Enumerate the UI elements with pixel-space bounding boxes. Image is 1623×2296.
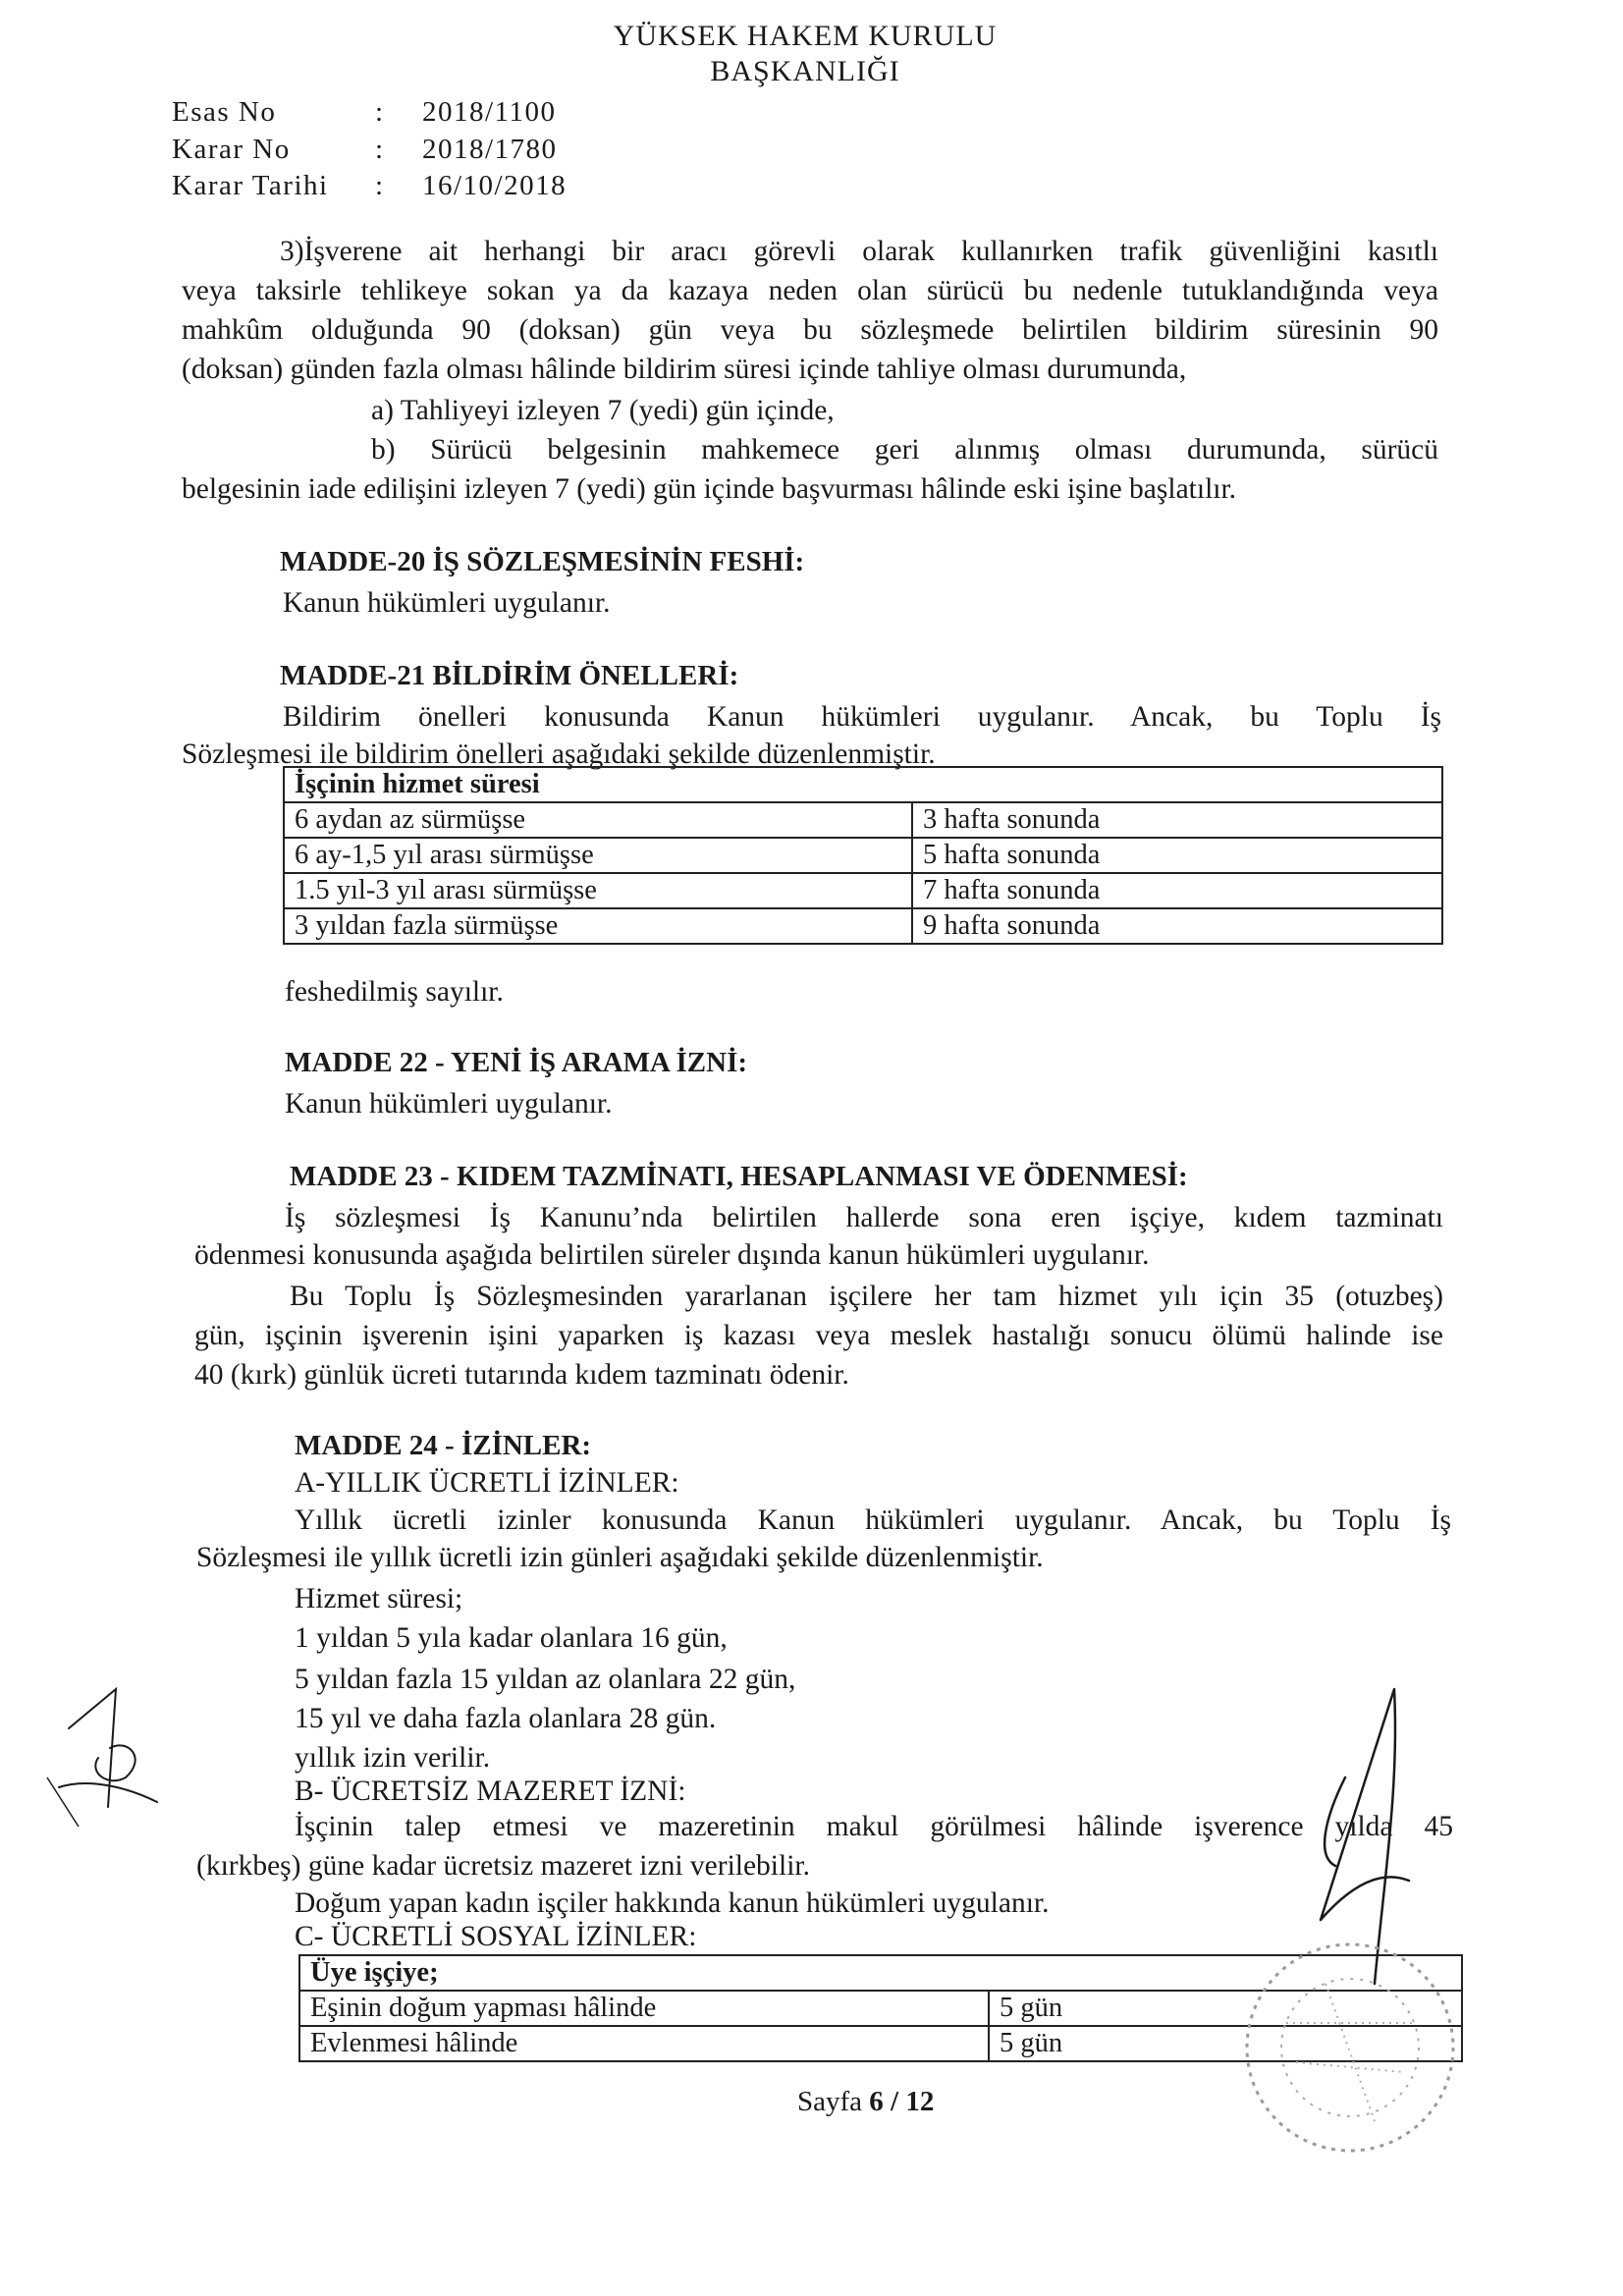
official-stamp: [1208, 1925, 1502, 2170]
section-a-line: Sözleşmesi ile yıllık ücretli izin günleri aşağıdaki şekilde düzenlenmiştir.: [196, 1542, 1044, 1573]
section-b-line: (kırkbeş) güne kadar ücretsiz mazeret izni verilebilir.: [196, 1850, 810, 1882]
signature-left: [39, 1669, 177, 1827]
section-b-line: İşçinin talep etmesi ve mazeretinin makul görülmesi hâlinde işverence yılda 45: [295, 1811, 1453, 1842]
tarih-label: Karar Tarihi: [172, 170, 329, 201]
madde23-heading: MADDE 23 - KIDEM TAZMİNATI, HESAPLANMASI VE ÖDENMESİ:: [290, 1161, 1188, 1192]
madde21-heading: MADDE-21 BİLDİRİM ÖNELLERİ:: [280, 660, 739, 691]
karar-label: Karar No: [172, 134, 291, 165]
page-value: 6 / 12: [869, 2086, 935, 2117]
notice-period-table: [283, 766, 1443, 945]
madde21-line: Sözleşmesi ile bildirim önelleri aşağıdaki şekilde düzenlenmiştir.: [182, 738, 936, 770]
madde23-line: gün, işçinin işverenin işini yaparken iş kazası veya meslek hastalığı sonucu ölümü halinde ise: [194, 1320, 1443, 1351]
karar-sep: :: [375, 134, 385, 165]
duration-cell: 1.5 yıl-3 yıl arası sürmüşse: [284, 873, 912, 908]
section-a-item: Hizmet süresi;: [295, 1583, 463, 1614]
intro-item-b-cont: belgesinin iade edilişini izleyen 7 (yedi) gün içinde başvurması hâlinde eski işine başlatılır.: [182, 473, 1237, 505]
header-institution: YÜKSEK HAKEM KURULU: [613, 20, 998, 52]
table-header-cell: Üye işçiye;: [299, 1955, 1462, 1991]
notice-cell: 3 hafta sonunda: [912, 802, 1442, 838]
section-c-title: C- ÜCRETLİ SOSYAL İZİNLER:: [295, 1921, 697, 1952]
days-cell: 5 gün: [989, 2026, 1462, 2061]
table-row: [284, 908, 1442, 944]
madde21-after-table: feshedilmiş sayılır.: [285, 976, 504, 1008]
esas-label: Esas No: [172, 96, 277, 128]
table-header-row: [284, 767, 1442, 802]
page-number: [797, 2086, 934, 2118]
intro-line: 3)İşverene ait herhangi bir aracı görevli olarak kullanırken trafik güvenliğini kasıtlı: [280, 236, 1438, 267]
karar-value: 2018/1780: [422, 134, 558, 165]
tarih-sep: :: [375, 170, 385, 201]
notice-cell: 9 hafta sonunda: [912, 908, 1442, 944]
section-b-line: Doğum yapan kadın işçiler hakkında kanun hükümleri uygulanır.: [295, 1887, 1050, 1919]
madde23-line: İş sözleşmesi İş Kanunu’nda belirtilen hallerde sona eren işçiye, kıdem tazminatı: [285, 1202, 1443, 1233]
section-b-title: B- ÜCRETSİZ MAZERET İZNİ:: [295, 1776, 686, 1807]
intro-line: veya taksirle tehlikeye sokan ya da kazaya neden olan sürücü bu nedenle tutuklandığında veya: [182, 275, 1438, 306]
table-header-cell: İşçinin hizmet süresi: [284, 767, 1442, 802]
duration-cell: 6 aydan az sürmüşse: [284, 802, 912, 838]
intro-item-b: b) Sürücü belgesinin mahkemece geri alınmış olması durumunda, sürücü: [371, 434, 1438, 465]
section-a-item: yıllık izin verilir.: [295, 1742, 491, 1774]
madde22-text: Kanun hükümleri uygulanır.: [285, 1088, 613, 1120]
esas-value: 2018/1100: [422, 96, 557, 128]
days-cell: 5 gün: [989, 1991, 1462, 2026]
madde20-heading: MADDE-20 İŞ SÖZLEŞMESİNİN FESHİ:: [280, 546, 805, 577]
intro-line: mahkûm olduğunda 90 (doksan) gün veya bu sözleşmede belirtilen bildirim süresinin 90: [182, 314, 1438, 346]
madde21-line: Bildirim önelleri konusunda Kanun hükümleri uygulanır. Ancak, bu Toplu İş: [283, 701, 1441, 733]
madde20-text: Kanun hükümleri uygulanır.: [283, 587, 611, 619]
madde23-line: 40 (kırk) günlük ücreti tutarında kıdem tazminatı ödenir.: [194, 1359, 849, 1391]
section-a-item: 5 yıldan fazla 15 yıldan az olanlara 22 gün,: [295, 1664, 796, 1695]
esas-sep: :: [375, 96, 385, 128]
madde22-heading: MADDE 22 - YENİ İŞ ARAMA İZNİ:: [285, 1047, 748, 1078]
madde24-heading: MADDE 24 - İZİNLER:: [295, 1430, 592, 1461]
intro-item-a: a) Tahliyeyi izleyen 7 (yedi) gün içinde,: [371, 395, 835, 426]
table-row: [284, 873, 1442, 908]
madde23-line: Bu Toplu İş Sözleşmesinden yararlanan işçilere her tam hizmet yılı için 35 (otuzbeş): [290, 1281, 1443, 1312]
table-row: [284, 802, 1442, 838]
table-row: [284, 838, 1442, 873]
header-department: BAŞKANLIĞI: [710, 55, 900, 87]
section-a-line: Yıllık ücretli izinler konusunda Kanun hükümleri uygulanır. Ancak, bu Toplu İş: [295, 1504, 1451, 1536]
notice-cell: 5 hafta sonunda: [912, 838, 1442, 873]
section-a-title: A-YILLIK ÜCRETLİ İZİNLER:: [295, 1467, 679, 1499]
notice-cell: 7 hafta sonunda: [912, 873, 1442, 908]
tarih-value: 16/10/2018: [422, 170, 568, 201]
duration-cell: 6 ay-1,5 yıl arası sürmüşse: [284, 838, 912, 873]
page-prefix: Sayfa: [797, 2086, 870, 2117]
madde23-line: ödenmesi konusunda aşağıda belirtilen süreler dışında kanun hükümleri uygulanır.: [194, 1239, 1150, 1271]
duration-cell: 3 yıldan fazla sürmüşse: [284, 908, 912, 944]
event-cell: Eşinin doğum yapması hâlinde: [299, 1991, 989, 2026]
section-a-item: 1 yıldan 5 yıla kadar olanlara 16 gün,: [295, 1622, 728, 1654]
section-a-item: 15 yıl ve daha fazla olanlara 28 gün.: [295, 1703, 717, 1734]
intro-line: (doksan) günden fazla olması hâlinde bildirim süresi içinde tahliye olması durumunda,: [182, 354, 1187, 385]
event-cell: Evlenmesi hâlinde: [299, 2026, 989, 2061]
